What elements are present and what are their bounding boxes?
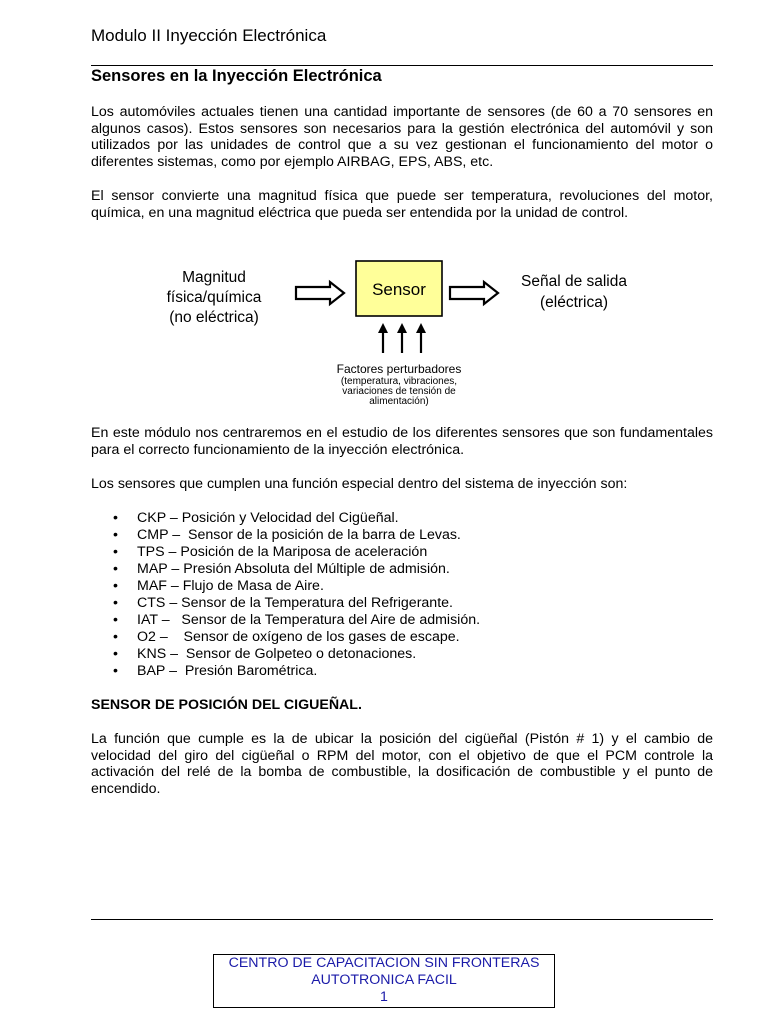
header-divider [91,65,713,66]
diagram-input-label-line1: Magnitud [182,269,246,286]
diagram-output-label-line1: Señal de salida [521,273,627,290]
output-arrow-icon [450,282,498,304]
diagram-input-label-line3: (no eléctrica) [169,309,259,326]
paragraph-list-intro: Los sensores que cumplen una función especial dentro del sistema de inyección son: [91,476,628,492]
paragraph-intro: Los automóviles actuales tienen una cantidad importante de sensores (de 60 a 70 sensores en algunos casos). Estos sensores son necesarios para la gestión electrónica del automóvil y son utilizados por las unidades de control que a su vez gestionan el funcionamiento del motor o diferentes sistemas, como por ejemplo AIRBAG, EPS, ABS, etc. [91,104,713,170]
footer-org-name: CENTRO DE CAPACITACION SIN FRONTERAS [228,955,540,971]
diagram-output-label-line2: (eléctrica) [539,294,609,311]
list-item: • O2 – Sensor de oxígeno de los gases de escape. [91,629,713,646]
page-header-title: Modulo II Inyección Electrónica [91,26,327,45]
disturbance-arrows-icon [378,323,426,353]
paragraph-module: En este módulo nos centraremos en el estudio de los diferentes sensores que son fundamentales para el correcto funcionamiento de la inyección electrónica. [91,425,713,458]
paragraph-definition: El sensor convierte una magnitud física que puede ser temperatura, revoluciones del motor, química, en una magnitud eléctrica que pueda ser entendida por la unidad de control. [91,188,713,221]
footer-box [213,954,555,1008]
section-title: Sensores en la Inyección Electrónica [91,67,382,85]
list-item: • TPS – Posición de la Mariposa de aceleración [91,544,713,561]
diagram-factors-detail-line2: variaciones de tensión de [342,386,456,397]
list-item: • KNS – Sensor de Golpeteo o detonaciones. [91,646,713,663]
page-number: 1 [380,989,388,1005]
footer-course-name: AUTOTRONICA FACIL [311,972,457,988]
list-item: • BAP – Presión Barométrica. [91,663,713,680]
list-item: • CTS – Sensor de la Temperatura del Refrigerante. [91,595,713,612]
list-item: • CMP – Sensor de la posición de la barra de Levas. [91,527,713,544]
diagram-input-label-line2: física/química [166,289,262,306]
paragraph-ckp-function: La función que cumple es la de ubicar la posición del cigüeñal (Pistón # 1) y el cambio de velocidad del giro del cigüeñal o RPM del motor, con el objetivo de que el PCM controle la activación del relé de la bomba de combustible, la dosificación de combustible y el punto de encendido. [91,731,713,797]
footer-divider [91,919,713,920]
sensor-box-label: Sensor [372,280,426,299]
sensor-list [91,510,713,680]
diagram-factors-detail-line1: (temperatura, vibraciones, [340,376,458,387]
input-arrow-icon [296,282,344,304]
list-item: • MAP – Presión Absoluta del Múltiple de admisión. [91,561,713,578]
list-item: • IAT – Sensor de la Temperatura del Aire de admisión. [91,612,713,629]
sensor-diagram [150,255,650,415]
subheading-ckp: SENSOR DE POSICIÓN DEL CIGUEÑAL. [91,697,362,713]
diagram-factors-title: Factores perturbadores [336,362,462,376]
diagram-factors-detail-line3: alimentación) [369,396,429,407]
list-item: • CKP – Posición y Velocidad del Cigüeñal. [91,510,713,527]
list-item: • MAF – Flujo de Masa de Aire. [91,578,713,595]
